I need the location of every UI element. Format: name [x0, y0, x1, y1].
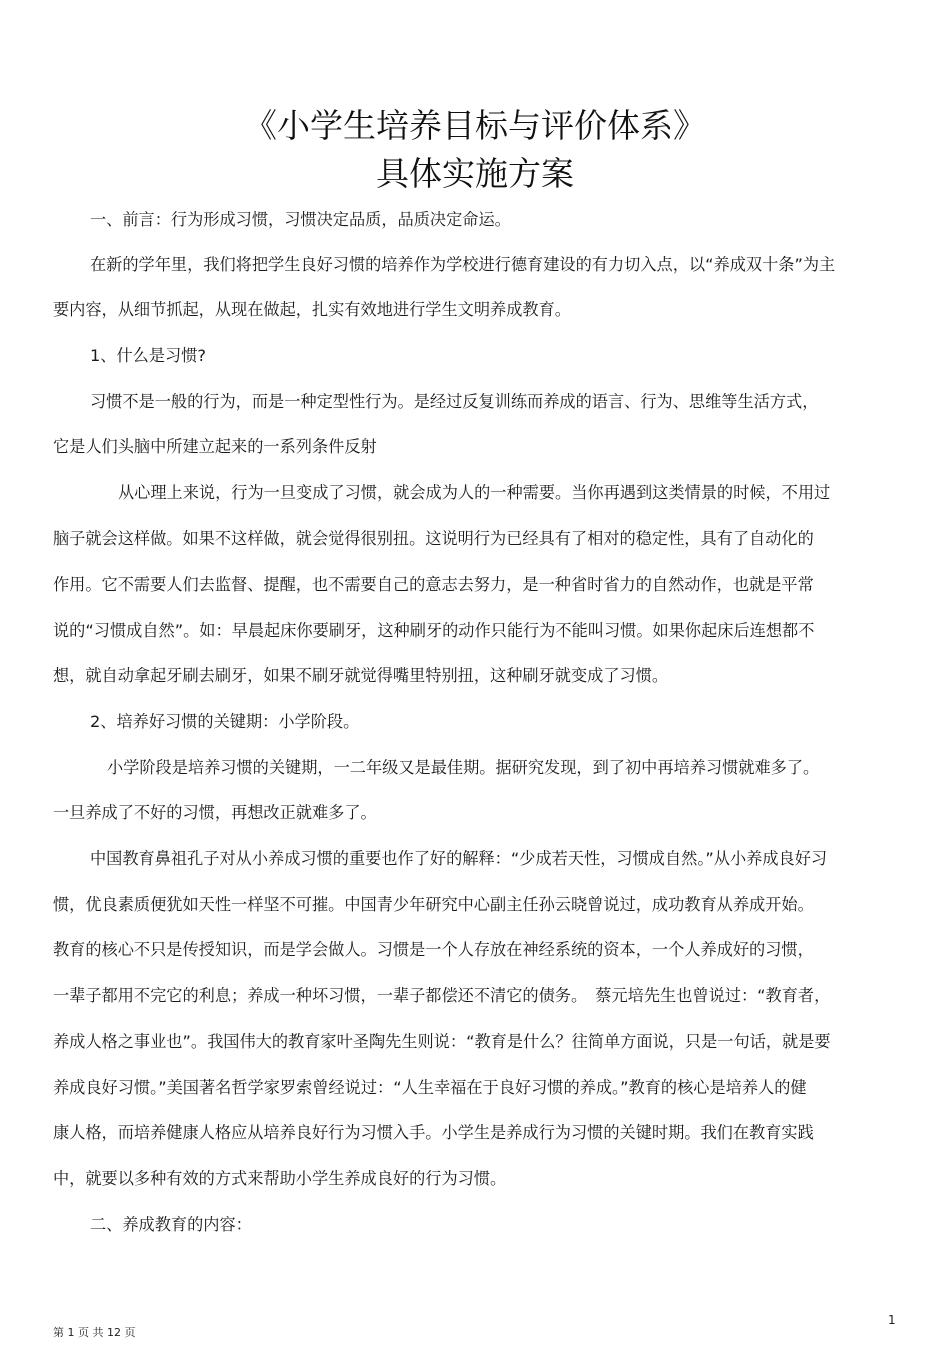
paragraph-line: 教育的核心不只是传授知识，而是学会做人。习惯是一个人存放在神经系统的资本，一个人养成好的习惯， — [53, 940, 814, 959]
paragraph-line: 养成人格之事业也”。我国伟大的教育家叶圣陶先生则说：“教育是什么？往简单方面说，只是一句话，就是要 — [53, 1032, 831, 1051]
paragraph-line: 要内容，从细节抓起，从现在做起，扎实有效地进行学生文明养成教育。 — [53, 300, 571, 319]
paragraph-line: 它是人们头脑中所建立起来的一系列条件反射 — [53, 437, 377, 456]
paragraph-line: 从心理上来说，行为一旦变成了习惯，就会成为人的一种需要。当你再遇到这类情景的时候，不用过 — [118, 483, 831, 502]
paragraph-line: 中国教育鼻祖孔子对从小养成习惯的重要也作了好的解释：“少成若天性，习惯成自然。”从小养成良好习 — [90, 849, 828, 868]
paragraph-line: 想，就自动拿起牙刷去刷牙，如果不刷牙就觉得嘴里特别扭，这种刷牙就变成了习惯。 — [53, 666, 669, 685]
paragraph-line: 习惯不是一般的行为，而是一种定型性行为。是经过反复训练而养成的语言、行为、思维等生活方式， — [90, 392, 819, 411]
paragraph-line: 小学阶段是培养习惯的关键期，一二年级又是最佳期。据研究发现，到了初中再培养习惯就难多了。 — [107, 758, 820, 777]
paragraph-line: 惯，优良素质便犹如天性一样坚不可摧。中国青少年研究中心副主任孙云晓曾说过，成功教育从养成开始。 — [53, 895, 814, 914]
section-heading: 二、养成教育的内容： — [90, 1215, 252, 1234]
paragraph-line: 一辈子都用不完它的利息；养成一种坏习惯，一辈子都偿还不清它的债务。 蔡元培先生也曾说过：“教育者， — [53, 986, 831, 1005]
paragraph-line: 养成良好习惯。”美国著名哲学家罗索曾经说过：“人生幸福在于良好习惯的养成。”教育的核心是培养人的健 — [53, 1078, 807, 1097]
document-title: 《小学生培养目标与评价体系》 — [244, 106, 706, 145]
section-heading: 2、培养好习惯的关键期：小学阶段。 — [90, 712, 360, 731]
page-footer: 第 1 页 共 12 页 — [53, 1326, 136, 1339]
preface-heading: 一、前言：行为形成习惯，习惯决定品质，品质决定命运。 — [90, 210, 511, 229]
section-heading: 1、什么是习惯? — [90, 346, 207, 365]
paragraph-line: 作用。它不需要人们去监督、提醒，也不需要自己的意志去努力，是一种省时省力的自然动作，也就是平常 — [53, 575, 814, 594]
paragraph-line: 一旦养成了不好的习惯，再想改正就难多了。 — [53, 803, 377, 822]
paragraph-line: 康人格，而培养健康人格应从培养良好行为习惯入手。小学生是养成行为习惯的关键时期。我们在教育实践 — [53, 1123, 814, 1142]
paragraph-line: 脑子就会这样做。如果不这样做，就会觉得很别扭。这说明行为已经具有了相对的稳定性，具有了自动化的 — [53, 529, 814, 548]
paragraph-line: 在新的学年里，我们将把学生良好习惯的培养作为学校进行德育建设的有力切入点，以“养成双十条”为主 — [90, 255, 836, 274]
document-subtitle: 具体实施方案 — [376, 154, 574, 193]
paragraph-line: 中，就要以多种有效的方式来帮助小学生养成良好的行为习惯。 — [53, 1169, 507, 1188]
page-number: 1 — [888, 1313, 896, 1327]
paragraph-line: 说的“习惯成自然”。如：早晨起床你要刷牙，这种刷牙的动作只能行为不能叫习惯。如果你起床后连想都不 — [53, 621, 815, 640]
